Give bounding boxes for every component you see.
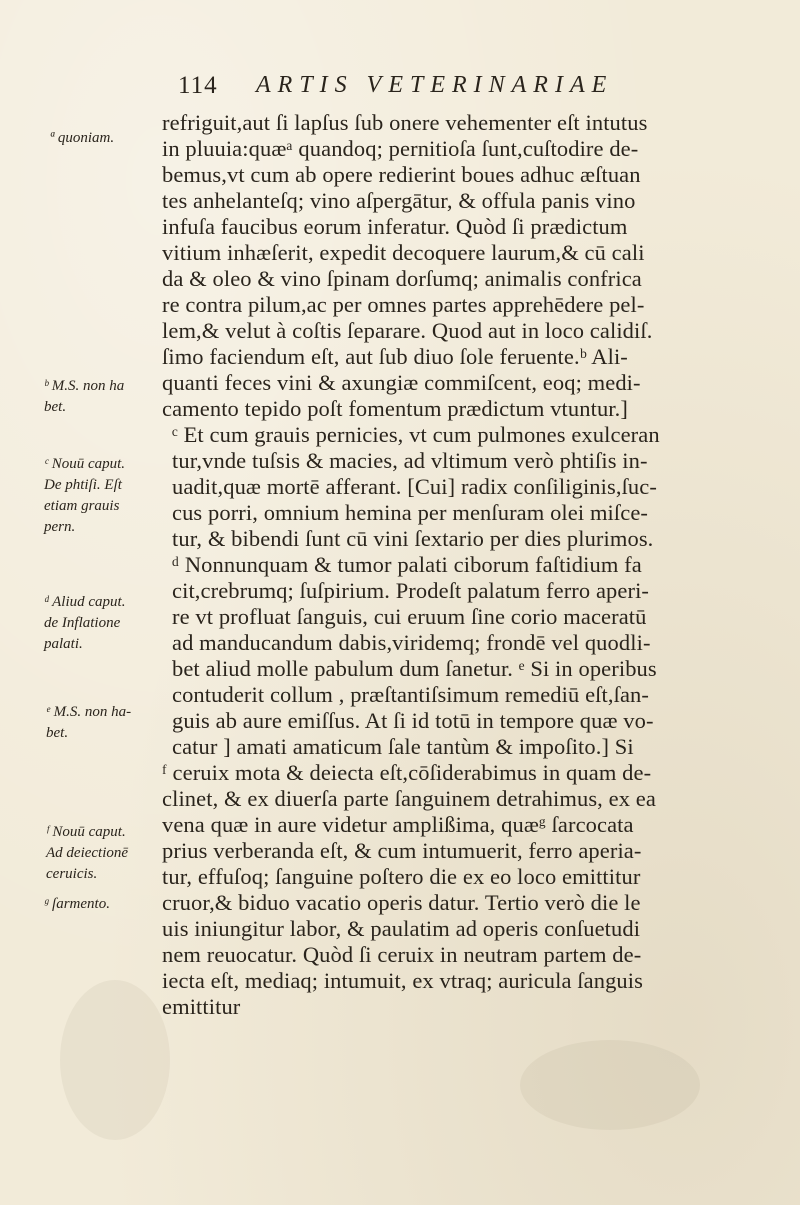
- marginal-note: [46, 822, 128, 885]
- text-line: tur, effuſoq; ſanguine poſtero die ex eo loco emittitur: [162, 864, 641, 889]
- text-line: cit,crebrumq; ſuſpirium. Prodeſt palatum ferro aperi-: [172, 578, 650, 603]
- marginal-note: [44, 592, 125, 655]
- text-line: clinet, & ex diuerſa parte ſanguinem detrahimus, ex ea: [162, 786, 656, 811]
- text-line: infuſa faucibus eorum inferatur. Quòd ſi prædictum: [162, 214, 628, 239]
- text-line: cus porri, omnium hemina per menſuram olei miſce-: [172, 500, 649, 525]
- marginal-note-line: ᶠ Nouū caput.: [46, 824, 126, 840]
- text-line: camento tepido poſt fomentum prædictum vtuntur.]: [162, 396, 628, 421]
- text-line: re contra pilum,ac per omnes partes apprehēdere pel-: [162, 292, 645, 317]
- text-line: ᶜ Et cum grauis pernicies, vt cum pulmones exulceran: [172, 422, 660, 447]
- text-line: cruor,& biduo vacatio operis datur. Tertio verò die le: [162, 890, 641, 915]
- marginal-note-line: Ad deiectionē: [46, 845, 129, 861]
- paper-stain: [520, 1040, 700, 1130]
- text-line: refriguit,aut ſi lapſus ſub onere vehementer eſt intutus: [162, 110, 648, 135]
- text-line: uadit,quæ mortē afferant. [Cui] radix conſiliginis,ſuc-: [172, 474, 657, 499]
- text-line: ᶠ ceruix mota & deiecta eſt,cōſiderabimus in quam de-: [162, 760, 652, 785]
- marginal-note-line: ᵉ M.S. non ha-: [46, 704, 132, 720]
- text-line: vena quæ in aure videtur amplißima, quæᵍ ſarcocata: [162, 812, 634, 837]
- text-line: prius verberanda eſt, & cum intumuerit, ferro aperia-: [162, 838, 642, 863]
- text-line: ad manducandum dabis,viridemq; frondē vel quodli-: [172, 630, 651, 655]
- text-line: tur,vnde tuſsis & macies, ad vltimum verò phtiſis in-: [172, 448, 648, 473]
- marginal-note: [46, 702, 131, 744]
- marginal-note-line: De phtiſi. Eſt: [44, 477, 122, 493]
- text-line: da & oleo & vino ſpinam dorſumq; animalis confrica: [162, 266, 642, 291]
- text-line: tur, & bibendi ſunt cū vini ſextario per dies plurimos.: [172, 526, 654, 551]
- marginal-note: [44, 376, 124, 418]
- page-header: [168, 70, 738, 104]
- marginal-note-line: ª quoniam.: [50, 130, 115, 146]
- running-head: ARTIS VETERINARIAE: [256, 72, 614, 98]
- text-line: bet aliud molle pabulum dum ſanetur. ᵉ Si in operibus: [172, 656, 657, 681]
- marginal-note: [50, 128, 114, 149]
- text-line: nem reuocatur. Quòd ſi ceruix in neutram partem de-: [162, 942, 642, 967]
- text-line: ſimo faciendum eſt, aut ſub diuo ſole feruente.ᵇ Ali-: [162, 344, 628, 369]
- main-text-column: [162, 110, 780, 1020]
- marginal-note-line: ᶜ Nouū caput.: [44, 456, 126, 472]
- text-line: lem,& velut à coſtis ſeparare. Quod aut in loco calidiſ.: [162, 318, 653, 343]
- marginal-note-line: bet.: [44, 399, 67, 415]
- text-line: tes anhelanteſq; vino aſpergātur, & offula panis vino: [162, 188, 636, 213]
- marginal-note-line: bet.: [46, 725, 69, 741]
- text-line: guis ab aure emiſſus. At ſi id totū in tempore quæ vo-: [172, 708, 654, 733]
- text-line: iecta eſt, mediaq; intumuit, ex vtraq; auricula ſanguis: [162, 968, 643, 993]
- marginal-note-line: ᵍ ſarmento.: [44, 896, 110, 912]
- marginal-note-line: de Inflatione: [44, 615, 121, 631]
- marginal-note-line: ᵇ M.S. non ha: [44, 378, 125, 394]
- text-line: uis iniungitur labor, & paulatim ad operis conſuetudi: [162, 916, 641, 941]
- text-line: in pluuia:quæᵃ quandoq; pernitioſa ſunt,cuſtodire de-: [162, 136, 639, 161]
- text-line: emittitur: [162, 994, 241, 1019]
- text-line: contuderit collum , præſtantiſsimum remediū eſt,ſan-: [172, 682, 649, 707]
- text-line: vitium inhæſerit, expedit decoquere laurum,& cū cali: [162, 240, 645, 265]
- text-line: quanti feces vini & axungiæ commiſcent, eoq; medi-: [162, 370, 641, 395]
- marginal-note: [44, 454, 125, 538]
- text-line: catur ] amati amaticum ſale tantùm & impoſito.] Si: [172, 734, 634, 759]
- marginal-notes: [0, 0, 165, 1205]
- text-line: ᵈ Nonnunquam & tumor palati ciborum faſtidium fa: [172, 552, 642, 577]
- marginal-note-line: ceruicis.: [46, 866, 98, 882]
- marginal-note-line: palati.: [44, 636, 83, 652]
- text-line: re vt profluat ſanguis, cui eruum ſine corio maceratū: [172, 604, 647, 629]
- marginal-note: [44, 894, 110, 915]
- marginal-note-line: pern.: [44, 519, 76, 535]
- marginal-note-line: ᵈ Aliud caput.: [44, 594, 126, 610]
- text-line: bemus,vt cum ab opere redierint boues adhuc æſtuan: [162, 162, 641, 187]
- page-number: 114: [178, 72, 218, 99]
- marginal-note-line: etiam grauis: [44, 498, 120, 514]
